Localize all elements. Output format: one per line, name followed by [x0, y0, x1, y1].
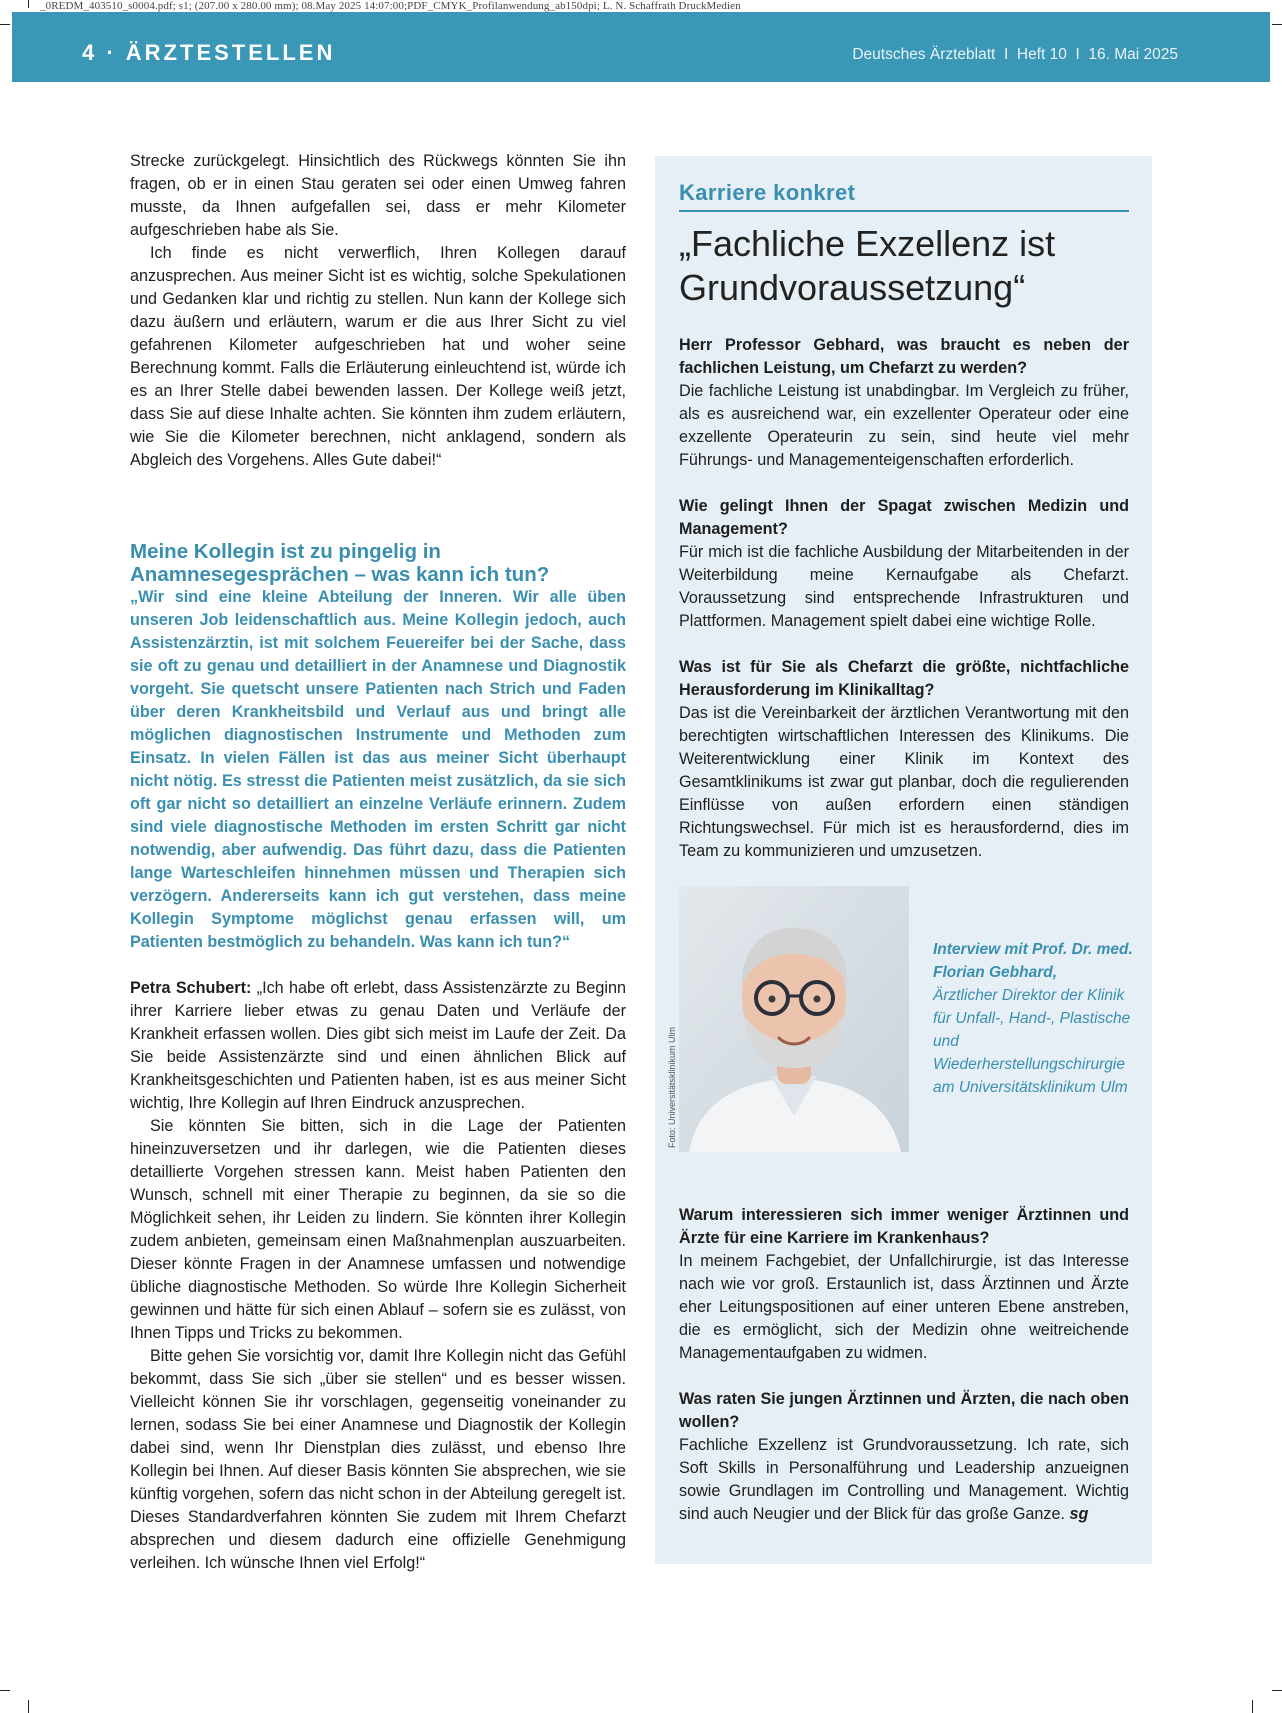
qa-answer: Für mich ist die fachliche Ausbildung der Mitarbeitenden in der Weiterbildung meine Kernaufgabe als Chefarzt. Voraussetzung sind entsprechende Infrastrukturen und Plattformen. Management spielt dabei eine wichtige Rolle. [679, 543, 1129, 630]
crop-mark [1272, 1690, 1282, 1691]
qa-item [679, 495, 1129, 633]
expert-answer [130, 977, 626, 1575]
body-paragraph: Bitte gehen Sie vorsichtig vor, damit Ihre Kollegin nicht das Gefühl bekommt, dass Sie sich „über sie stellen“ und es besser wissen. Vielleicht können Sie ihr vorschlagen, gegenseitig voneinander zu lernen, sodass Sie bei einer Anamnese und Diagnostik der Kollegin dabei sind, wenn Ihr Dienstplan dies zulässt, und ebenso Ihre Kollegin bei Ihnen. Auf dieser Basis könnten Sie absprechen, wie sie künftig vorgehen, sofern das nicht schon in der Abteilung geregelt ist. Dieses Standardverfahren könnten Sie zudem mit Ihrem Chefarzt absprechen und diesem dadurch eine offizielle Genehmigung verleihen. Ich wünsche Ihnen viel Erfolg!“ [130, 1347, 626, 1572]
crop-mark [1252, 1700, 1253, 1713]
author-signature: sg [1069, 1505, 1089, 1523]
qa-question: Was ist für Sie als Chefarzt die größte, nichtfachliche Herausforderung im Klinikalltag? [679, 658, 1129, 699]
crop-mark [1272, 24, 1282, 25]
reader-question: „Wir sind eine kleine Abteilung der Inneren. Wir alle üben unseren Job leidenschaftlich aus. Meine Kollegin jedoch, auch Assistenzärztin, ist mit solchem Feuereifer bei der Sache, dass sie oft zu genau und detailliert in der Anamnese und Diagnostik vorgeht. Sie quetscht unsere Patienten nach Strich und Faden über deren Krankheitsbild und Verlauf aus und bringt alle möglichen diagnostischen Instrumente und Methoden zum Einsatz. In vielen Fällen ist das aus meiner Sicht überhaupt nicht nötig. Es stresst die Patienten meist zusätzlich, da sie sich oft gar nicht so detailliert an einzelne Verläufe erinnern. Zudem sind viele diagnostische Methoden im ersten Schritt gar nicht notwendig, aber aufwendig. Das führt dazu, dass die Patienten lange Warteschleifen hinnehmen müssen und Therapien sich verzögern. Andererseits kann ich gut verstehen, dass meine Kollegin Symptome möglichst genau erfassen will, um Patienten bestmöglich zu behandeln. Was kann ich tun?“ [130, 588, 626, 951]
body-paragraph: Sie könnten Sie bitten, sich in die Lage der Patienten hineinzuversetzen und ihr darlegen, wie die Patienten dieses detaillierte Vorgehen stressen kann. Meist haben Patienten den Wunsch, schnell mit einer Therapie zu beginnen, da sie so die Möglichkeit sehen, ihr Leiden zu lindern. Sie könnten ihrer Kollegin zudem anbieten, gemeinsam einen Maßnahmenplan auszuarbeiten. Dieser könnte Fragen in der Anamnese umfassen und notwendige übliche diagnostische Methoden. So würde Ihre Kollegin Sicherheit gewinnen und hätte für sich einen Ablauf – sofern sie es zulässt, von Ihnen Tipps und Tricks zu bekommen. [130, 1117, 626, 1342]
qa-question: Wie gelingt Ihnen der Spagat zwischen Medizin und Management? [679, 497, 1129, 538]
speaker-name: Petra Schubert: [130, 979, 252, 997]
answer-text: „Ich habe oft erlebt, dass Assistenzärzte zu Beginn ihrer Karriere lieber etwas zu genau Daten und Verläufe der Krankheit erfassen wollen. Dies gibt sich meist im Laufe der Zeit. Da Sie beide Assistenzärzte sind und einen ähnlichen Blick auf Krankheitsgeschichten und Patienten haben, ist es aus meiner Sicht wichtig, Ihre Kollegin auf Ihren Eindruck anzusprechen. [130, 979, 626, 1112]
body-paragraph: Ich finde es nicht verwerflich, Ihren Kollegen darauf anzusprechen. Aus meiner Sicht ist es wichtig, solche Spekulationen und Gedanken klar und richtig zu stellen. Nun kann der Kollege sich dazu äußern und erläutern, warum er die aus Ihrer Sicht zu viel gefahrenen Kilometer aufgeschrieben hat und woher seine Berechnung kommt. Falls die Erläuterung einleuchtend ist, würde ich es an Ihrer Stelle dabei bewenden lassen. Der Kollege weiß jetzt, dass Sie auf diese Inhalte achten. Sie könnten ihm zudem erläutern, wie Sie die Kilometer berechnen, nicht anklagend, sondern als Abgleich des Vorgehens. Alles Gute dabei!“ [130, 244, 626, 469]
qa-question: Was raten Sie jungen Ärztinnen und Ärzten, die nach oben wollen? [679, 1390, 1129, 1431]
qa-answer: In meinem Fachgebiet, der Unfallchirurgie, ist das Interesse nach wie vor groß. Erstaunlich ist, dass Ärztinnen und Ärzte eher Leitungspositionen auf einer unteren Ebene anstreben, die es ermöglicht, sich der Medizin ohne weitreichende Managementaufgaben zu widmen. [679, 1252, 1129, 1362]
qa-question: Herr Professor Gebhard, was braucht es neben der fachlichen Leistung, um Chefarzt zu werden? [679, 336, 1129, 377]
publication-info: Deutsches Ärzteblatt I Heft 10 I 16. Mai 2025 [852, 46, 1178, 63]
qa-item [679, 656, 1129, 863]
qa-answer: Das ist die Vereinbarkeit der ärztlichen Verantwortung mit den berechtigten wirtschaftlichen Interessen des Klinikums. Die Weiterentwicklung einer Klinik im Kontext des Gesamtklinikums ist zwar gut planbar, doch die regulierenden Einflüsse von außen erfordern einen ständigen Richtungswechsel. Für mich ist es herausfordernd, dies im Team zu kommunizieren und umzusetzen. [679, 704, 1129, 860]
qa-answer-text: Fachliche Exzellenz ist Grundvoraussetzung. Ich rate, sich Soft Skills in Personalführung und Leadership anzueignen sowie Grundlagen im Controlling und Management. Wichtig sind auch Neugier und der Blick für das große Ganze. [679, 1436, 1129, 1523]
body-paragraph: Strecke zurückgelegt. Hinsichtlich des Rückwegs könnten Sie ihn fragen, ob er in einen Stau geraten sei oder einen Umweg fahren musste, da Ihnen aufgefallen sei, dass er mehr Kilometer aufgeschrieben habe als Sie. [130, 152, 626, 239]
section-label: 4 · ÄRZTESTELLEN [82, 40, 336, 65]
portrait-illustration [679, 886, 909, 1152]
qa-answer [679, 1434, 1129, 1526]
left-column [130, 150, 626, 1575]
crop-mark [0, 24, 10, 25]
caption-role: Ärztlicher Direktor der Klinik für Unfall-, Hand-, Plastische und Wiederherstellungschirurgie am Universitätsklinikum Ulm [933, 987, 1131, 1096]
crop-mark [28, 1700, 29, 1713]
interview-box-content [667, 180, 1133, 1549]
section-heading: Meine Kollegin ist zu pingelig in Anamnesegesprächen – was kann ich tun? [130, 540, 550, 586]
qa-item [679, 1204, 1129, 1365]
interview-title: „Fachliche Exzellenz ist Grundvoraussetzung“ [679, 223, 1056, 308]
crop-mark [28, 0, 29, 8]
box-kicker: Karriere konkret [679, 180, 1129, 212]
qa-item [679, 334, 1129, 472]
caption-name: Interview mit Prof. Dr. med. Florian Gebhard, [933, 941, 1133, 981]
body-paragraph [130, 977, 626, 1115]
qa-answer: Die fachliche Leistung ist unabdingbar. Im Vergleich zu früher, als es ausreichend war, ein exzellenter Operateur oder eine exzellente Operateurin zu sein, sind heute viel mehr Führungs- und Managementeigenschaften erforderlich. [679, 382, 1129, 469]
portrait-row [667, 886, 1133, 1156]
qa-item [679, 1388, 1129, 1526]
crop-mark [0, 1690, 10, 1691]
qa-question: Warum interessieren sich immer weniger Ärztinnen und Ärzte für eine Karriere im Krankenhaus? [679, 1206, 1129, 1247]
print-slug: _0REDM_403510_s0004.pdf; s1; (207.00 x 280.00 mm); 08.May 2025 14:07:00;PDF_CMYK_Profilanwendung_ab150dpi; L. N. Schaffrath DruckMedien [40, 0, 741, 12]
portrait-photo [679, 886, 909, 1152]
photo-credit: Foto: Universitätsklinikum Ulm [667, 1026, 677, 1148]
interview-box [655, 156, 1152, 1564]
portrait-caption [933, 938, 1133, 1099]
page-header [12, 12, 1270, 82]
